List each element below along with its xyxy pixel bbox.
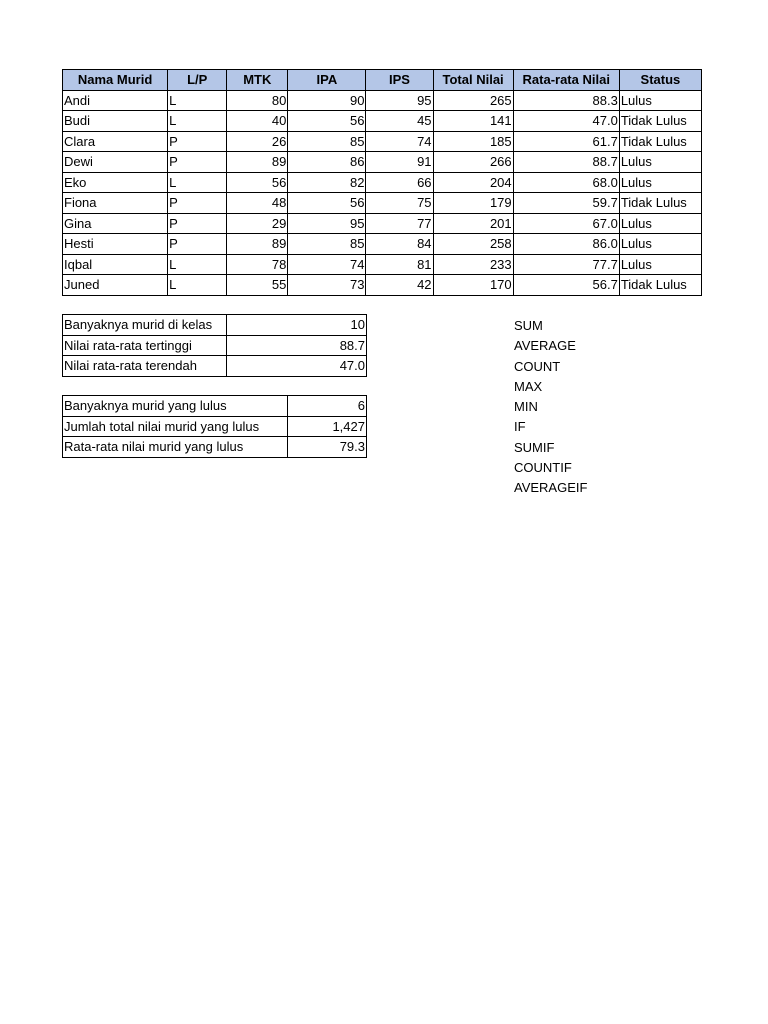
ipa-score-cell[interactable]: 90 <box>288 90 366 111</box>
mtk-score-cell[interactable]: 89 <box>227 152 288 173</box>
student-name-cell[interactable]: Eko <box>63 172 168 193</box>
gender-cell[interactable]: L <box>168 172 227 193</box>
table-row <box>63 131 702 152</box>
student-name-cell[interactable]: Juned <box>63 275 168 296</box>
summary-label[interactable]: Banyaknya murid di kelas <box>63 315 227 336</box>
student-name-cell[interactable]: Dewi <box>63 152 168 173</box>
ips-score-cell[interactable]: 77 <box>366 213 433 234</box>
mtk-score-cell[interactable]: 80 <box>227 90 288 111</box>
function-item[interactable]: SUM <box>514 318 543 333</box>
status-cell[interactable]: Tidak Lulus <box>619 111 701 132</box>
summary-value[interactable]: 1,427 <box>288 416 367 437</box>
passing-summary-table <box>62 395 367 458</box>
status-cell[interactable]: Tidak Lulus <box>619 131 701 152</box>
student-name-cell[interactable]: Budi <box>63 111 168 132</box>
gender-cell[interactable]: L <box>168 254 227 275</box>
ips-score-cell[interactable]: 95 <box>366 90 433 111</box>
gender-cell[interactable]: L <box>168 90 227 111</box>
status-cell[interactable]: Tidak Lulus <box>619 275 701 296</box>
average-score-cell[interactable]: 59.7 <box>513 193 619 214</box>
average-score-cell[interactable]: 88.7 <box>513 152 619 173</box>
ips-score-cell[interactable]: 66 <box>366 172 433 193</box>
table-row <box>63 416 367 437</box>
header-cell[interactable]: IPA <box>288 70 366 91</box>
ips-score-cell[interactable]: 81 <box>366 254 433 275</box>
ipa-score-cell[interactable]: 74 <box>288 254 366 275</box>
total-score-cell[interactable]: 266 <box>433 152 513 173</box>
header-row <box>63 70 702 91</box>
table-row <box>63 254 702 275</box>
header-cell[interactable]: IPS <box>366 70 433 91</box>
summary-label[interactable]: Jumlah total nilai murid yang lulus <box>63 416 288 437</box>
header-cell[interactable]: Total Nilai <box>433 70 513 91</box>
status-cell[interactable]: Tidak Lulus <box>619 193 701 214</box>
function-item[interactable]: MAX <box>514 378 543 394</box>
summary-value[interactable]: 79.3 <box>288 437 367 458</box>
summary-value[interactable]: 47.0 <box>227 356 367 377</box>
table-row <box>63 396 367 417</box>
mtk-score-cell[interactable]: 40 <box>227 111 288 132</box>
table-row <box>63 335 367 356</box>
summary-value[interactable]: 10 <box>227 315 367 336</box>
total-score-cell[interactable]: 265 <box>433 90 513 111</box>
total-score-cell[interactable]: 201 <box>433 213 513 234</box>
ips-score-cell[interactable]: 42 <box>366 275 433 296</box>
ipa-score-cell[interactable]: 82 <box>288 172 366 193</box>
student-name-cell[interactable]: Hesti <box>63 234 168 255</box>
summary-label[interactable]: Nilai rata-rata tertinggi <box>63 335 227 356</box>
mtk-score-cell[interactable]: 48 <box>227 193 288 214</box>
summary-label[interactable]: Banyaknya murid yang lulus <box>63 396 288 417</box>
ipa-score-cell[interactable]: 86 <box>288 152 366 173</box>
status-cell[interactable]: Lulus <box>619 254 701 275</box>
ips-score-cell[interactable]: 74 <box>366 131 433 152</box>
ips-score-cell[interactable]: 45 <box>366 111 433 132</box>
header-cell[interactable]: Rata-rata Nilai <box>513 70 619 91</box>
average-score-cell[interactable]: 56.7 <box>513 275 619 296</box>
table-row <box>63 315 367 336</box>
table-row <box>63 234 702 255</box>
table-row <box>63 356 367 377</box>
header-cell[interactable]: MTK <box>227 70 288 91</box>
gender-cell[interactable]: P <box>168 234 227 255</box>
table-row <box>63 437 367 458</box>
average-score-cell[interactable]: 86.0 <box>513 234 619 255</box>
mtk-score-cell[interactable]: 78 <box>227 254 288 275</box>
ips-score-cell[interactable]: 91 <box>366 152 433 173</box>
header-cell[interactable]: Status <box>619 70 701 91</box>
status-cell[interactable]: Lulus <box>619 152 701 173</box>
total-score-cell[interactable]: 141 <box>433 111 513 132</box>
ipa-score-cell[interactable]: 56 <box>288 111 366 132</box>
table-row <box>63 213 702 234</box>
average-score-cell[interactable]: 77.7 <box>513 254 619 275</box>
function-item[interactable]: IF <box>514 419 526 435</box>
mtk-score-cell[interactable]: 26 <box>227 131 288 152</box>
table-row <box>63 111 702 132</box>
gender-cell[interactable]: P <box>168 131 227 152</box>
status-cell[interactable]: Lulus <box>619 90 701 111</box>
status-cell[interactable]: Lulus <box>619 213 701 234</box>
gender-cell[interactable]: L <box>168 275 227 296</box>
ipa-score-cell[interactable]: 56 <box>288 193 366 214</box>
function-item[interactable]: COUNTIF <box>514 460 572 476</box>
average-score-cell[interactable]: 61.7 <box>513 131 619 152</box>
average-score-cell[interactable]: 68.0 <box>513 172 619 193</box>
student-grades-table <box>62 69 702 296</box>
average-score-cell[interactable]: 47.0 <box>513 111 619 132</box>
gender-cell[interactable]: P <box>168 152 227 173</box>
total-score-cell[interactable]: 179 <box>433 193 513 214</box>
status-cell[interactable]: Lulus <box>619 234 701 255</box>
function-item[interactable]: AVERAGE <box>514 338 576 354</box>
function-item[interactable]: AVERAGEIF <box>514 480 588 496</box>
table-row <box>63 193 702 214</box>
function-item[interactable]: MIN <box>514 399 538 415</box>
mtk-score-cell[interactable]: 55 <box>227 275 288 296</box>
table-row <box>63 90 702 111</box>
gender-cell[interactable]: P <box>168 213 227 234</box>
class-summary-table <box>62 314 367 377</box>
student-name-cell[interactable]: Gina <box>63 213 168 234</box>
total-score-cell[interactable]: 170 <box>433 275 513 296</box>
ips-score-cell[interactable]: 84 <box>366 234 433 255</box>
average-score-cell[interactable]: 67.0 <box>513 213 619 234</box>
table-row <box>63 152 702 173</box>
function-item[interactable]: SUMIF <box>514 439 555 455</box>
ipa-score-cell[interactable]: 85 <box>288 131 366 152</box>
total-score-cell[interactable]: 185 <box>433 131 513 152</box>
summary-value[interactable]: 6 <box>288 396 367 417</box>
student-name-cell[interactable]: Andi <box>63 90 168 111</box>
student-name-cell[interactable]: Clara <box>63 131 168 152</box>
header-cell[interactable]: L/P <box>168 70 227 91</box>
table-row <box>63 172 702 193</box>
header-cell[interactable]: Nama Murid <box>63 70 168 91</box>
total-score-cell[interactable]: 258 <box>433 234 513 255</box>
mtk-score-cell[interactable]: 56 <box>227 172 288 193</box>
mtk-score-cell[interactable]: 89 <box>227 234 288 255</box>
status-cell[interactable]: Lulus <box>619 172 701 193</box>
ipa-score-cell[interactable]: 95 <box>288 213 366 234</box>
summary-label[interactable]: Rata-rata nilai murid yang lulus <box>63 437 288 458</box>
table-row <box>63 275 702 296</box>
total-score-cell[interactable]: 204 <box>433 172 513 193</box>
summary-value[interactable]: 88.7 <box>227 335 367 356</box>
ipa-score-cell[interactable]: 85 <box>288 234 366 255</box>
summary-label[interactable]: Nilai rata-rata terendah <box>63 356 227 377</box>
mtk-score-cell[interactable]: 29 <box>227 213 288 234</box>
gender-cell[interactable]: P <box>168 193 227 214</box>
total-score-cell[interactable]: 233 <box>433 254 513 275</box>
ipa-score-cell[interactable]: 73 <box>288 275 366 296</box>
gender-cell[interactable]: L <box>168 111 227 132</box>
student-name-cell[interactable]: Fiona <box>63 193 168 214</box>
function-item[interactable]: COUNT <box>514 358 561 374</box>
average-score-cell[interactable]: 88.3 <box>513 90 619 111</box>
student-name-cell[interactable]: Iqbal <box>63 254 168 275</box>
ips-score-cell[interactable]: 75 <box>366 193 433 214</box>
function-list <box>514 316 587 499</box>
